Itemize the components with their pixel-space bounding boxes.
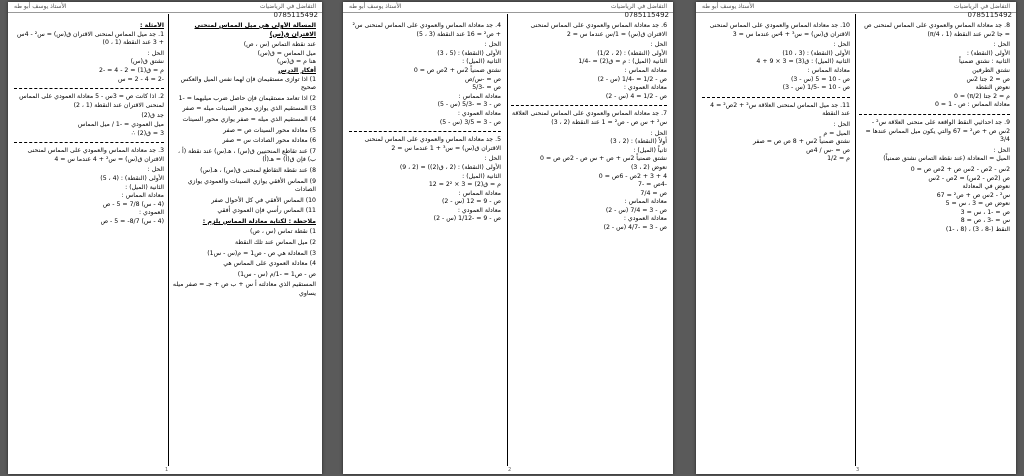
example-text: الميل = م (823, 129, 850, 137)
example-text: ص - 3 = 3/5 (س - 5) (439, 118, 501, 126)
example-text: الأولى (النقطة) : (2 ، 1/2) (597, 49, 667, 57)
right-column (172, 22, 316, 466)
example-text: 3 = ق(2) ∴ (131, 129, 164, 137)
section-title: أفكار الدرس (278, 66, 316, 74)
list-item: 3) المعادلة هي ص - ص1 = م(س - س1) (207, 249, 316, 257)
divider (14, 88, 164, 89)
header-subject: التفاضل في الرياضيات (953, 3, 1010, 10)
example-text: نعوض ص = 3 ، س = 5 (945, 200, 1010, 208)
example-text: م = ق(1) = 2 - 4 = -2 (99, 66, 164, 74)
example-text: م = 1/2 (827, 155, 850, 163)
example-text: الأولى (النقطة) : (5 ، 3) (437, 49, 501, 57)
example-text: الثانية (الميل) : (125, 183, 164, 191)
example-text: الأولى (النقطة) : (2 ، ق(2)) = (2 ، 9) (399, 163, 501, 171)
example-text: ص - 3 = -5/3 (س - 5) (437, 101, 501, 109)
list-item: المستقيم الذي معادلته أ س + ب ص + جـ = صفر ميله يساوي (172, 281, 316, 298)
example-text: معادلة المماس : (807, 66, 850, 74)
page-number: 1 (165, 467, 169, 473)
example-text: م = 2 جتا (π/2) = 0 (953, 92, 1010, 100)
example-text: العمودي : (138, 209, 164, 217)
page-number: 2 (508, 467, 512, 473)
example-text: الثانية (الميل) : م = ق(2) = -1/4 (578, 58, 667, 66)
example-text: ص - 9 = -1/12 (س - 2) (433, 215, 501, 223)
page-1 (8, 2, 322, 474)
body-text: ميل المماس = ق(س) (257, 49, 316, 57)
body-text: عند نقطة التماس (س ، ص) (243, 41, 316, 49)
example-text: ص - 3 = -4/7 (س - 2) (603, 224, 667, 232)
example-text: -4ص = -7 (638, 181, 667, 189)
list-item: 11) المماس رأسي فإن العمودي أفقي (217, 207, 316, 215)
example-text: نشتق ق(س) (130, 58, 164, 66)
example-text: الحل : (833, 120, 850, 128)
list-item: ص - ص1 = -1/م (س - س1) (237, 270, 316, 278)
example-text: ص - 3 = 7/4 (س - 2) (605, 206, 667, 214)
list-item: 4) معادلة العمودي على المماس هي (223, 260, 316, 268)
example-text: ميل العمودي = -1 / ميل المماس (77, 120, 164, 128)
example-text: جد ق(2) (141, 112, 164, 120)
example-text: ص - 1/2 = 4 (س - 2) (605, 92, 667, 100)
page-header (696, 2, 1016, 19)
example-text: 6. جد معادلة المماس والعمودي على المماس لمنحنى الاقتران ق(س) = 1/س عندما س = 2 (530, 22, 667, 38)
column-divider (507, 14, 508, 466)
example-text: الأولى (النقطة) : (966, 49, 1010, 57)
example-text: نعوض في المعادلة (962, 183, 1010, 191)
header-author: الأستاذ يوسف أبو طه (349, 3, 402, 10)
example-text: الحل : (650, 129, 667, 137)
example-text: نشتق ضمنياً 2س + 2ص ص = 0 (413, 66, 501, 74)
example-text: -2 = 4 - 2 = س (117, 75, 164, 83)
example-text: معادلة المماس : (624, 66, 667, 74)
list-item: 1) نقطة تماس (س ، ص) (249, 228, 316, 236)
example-text: معادلة المماس : (624, 198, 667, 206)
example-text: نعوض (2 ، 3) (631, 163, 667, 171)
header-subject: التفاضل في الرياضيات (610, 3, 667, 10)
page-2 (343, 2, 673, 474)
example-text: الحل : (993, 146, 1010, 154)
divider (702, 97, 850, 98)
example-text: س² - 2س ص + ص² = 67 (936, 191, 1010, 199)
left-column (14, 22, 164, 466)
example-text: أولاً (النقطة) : (2 ، 3) (610, 138, 667, 146)
list-item: 1) اذا توازى مستقيمان فإن لهما نفس الميل والعكس صحيح (180, 75, 316, 92)
list-item: 10) المماس الأفقي في كل الأحوال صفر (211, 196, 316, 204)
example-text: 2س - 2ص - 2س ص + 2ص ص = 0 (910, 165, 1010, 173)
column-divider (168, 14, 169, 466)
example-text: ثانياً (الميل) : (633, 146, 667, 154)
example-text: نعوض النقطة (975, 84, 1010, 92)
example-text: م = ق(2) = 3 × 2² = 12 (428, 181, 501, 189)
example-text: معادلة المماس : ص - 1 = 0 (935, 101, 1010, 109)
header-phone: 0785115492 (624, 11, 669, 19)
example-text: 5. جد معادلة المماس والعمودي على المماس لمنحنى الاقتران ق(س) = س³ + 1 عندما س = 2 (364, 136, 501, 152)
example-text: معادلة المماس : (121, 192, 164, 200)
example-text: (4 - س) 8/7- = 5 - ص (100, 217, 164, 225)
page-3 (696, 2, 1016, 474)
header-subject: التفاضل في الرياضيات (259, 3, 316, 10)
example-text: ص = 7/4 (640, 189, 667, 197)
example-text: الحل : (484, 41, 501, 49)
example-text: ص = -س/ص (465, 75, 501, 83)
section-title: المسألة الأولى هي ميل المماس لمنحنى الاقتران ق(س) (194, 22, 316, 38)
divider (859, 114, 1010, 115)
example-text: نشتق الطرفين (972, 66, 1010, 74)
list-item: 3) المستقيم الذي يوازي محور السينات ميله = صفر (182, 105, 316, 113)
list-item: 4) المستقيم الذي ميله = صفر يوازي محور السينات (182, 115, 316, 123)
list-item: 7) عند تقاطع المنحنيين ق(س) ، هـ(س) عند نقطة (أ ، ب) فإن ق(أ) = هـ(أ) (178, 147, 316, 164)
divider (14, 142, 164, 143)
example-text: الثانية (الميل) : (462, 172, 501, 180)
example-text: 2. اذا كانت ص = 3س - 5 معادلة العمودي على المماس لمنحنى الاقتران عند النقطة (1 ، 2) (19, 93, 164, 109)
example-text: معادلة المماس : (458, 189, 501, 197)
column-divider (855, 14, 856, 466)
example-text: ص - 1/2 = -1/4 (س - 2) (597, 75, 667, 83)
list-item: 9) المماس الأفقي يوازي السينات والعمودي يوازي الصادات (187, 177, 316, 194)
examples-title: الأمثلة : (140, 22, 164, 29)
example-text: 3. جد معادلة المماس والعمودي على المماس لمنحنى الاقتران ق(س) = س² + 4 عندما س = 4 (27, 147, 164, 163)
example-text: الحل : (147, 49, 164, 57)
header-author: الأستاذ يوسف أبو طه (702, 3, 755, 10)
example-text: ص - 9 = 12 (س - 2) (441, 198, 501, 206)
right-column (859, 22, 1010, 466)
example-text: ص = -5/3 (472, 84, 501, 92)
divider (511, 105, 667, 106)
example-text: معادلة المماس : (458, 92, 501, 100)
list-item: 5) معادلة محور السينات ص = صفر (223, 126, 316, 134)
example-text: معادلة العمودي : (623, 84, 667, 92)
example-text: ص - 10 = 5 (س - 3) (790, 75, 850, 83)
example-text: 11. جد ميل المماس لمنحنى العلاقة س² + 2ص² = 4 عند النقطة (710, 101, 850, 118)
example-text: 10. جد معادلة المماس والعمودي على المماس لمنحنى الاقتران ق(س) = س³ + 4س عندما س = 3 (709, 22, 850, 38)
example-text: 7. جد معادلة المماس والعمودي على المماس لمنحنى العلاقة س² + س ص - ص² = 1 عند النقطة (2 ، 3) (512, 110, 667, 126)
example-text: الحل : (147, 166, 164, 174)
note-title: ملاحظة : لكتابة معادلة المماس يلزم : (202, 217, 316, 225)
right-column (511, 22, 667, 466)
example-text: الثانية : نشتق ضمنياً (959, 58, 1010, 66)
example-text: الميل = المعادلة (عند نقطة التماس نشتق ضمنياً) (883, 155, 1010, 163)
example-text: نشتق ضمنياً 2س + ص + س ص - 2ص ص = 0 (540, 155, 667, 163)
page-header (8, 2, 322, 19)
example-text: 4 + 3 + 2ص - 6ص = 0 (598, 172, 667, 180)
left-column (702, 22, 850, 466)
header-author: الأستاذ يوسف أبو طه (14, 3, 67, 10)
example-text: الأولى (النقطة) : (4 ، 5) (100, 174, 164, 182)
list-item: 2) ميل المماس عند تلك النقطة (234, 239, 316, 247)
page-number: 3 (856, 467, 860, 473)
example-text: س = -3 ، ص = 8 (960, 217, 1010, 225)
left-column (349, 22, 501, 466)
example-text: معادلة العمودي : (457, 109, 501, 117)
header-phone: 0785115492 (273, 11, 318, 19)
example-text: الثانية (الميل) : (462, 58, 501, 66)
example-text: 4. جد معادلة المماس والعمودي على المماس لمنحنى س² + ص² = 16 عند النقطة (3 ، 5) (352, 22, 501, 38)
example-text: معادلة العمودي : (457, 206, 501, 214)
example-text: الحل : (993, 41, 1010, 49)
divider (349, 131, 501, 132)
example-text: ص = -1 ، س = 3 (960, 208, 1010, 216)
example-text: 1. جد ميل المماس لمنحنى الاقتران ق(س) = س² - 4س + 3 عند النقطة (1 ، 0) (17, 30, 164, 47)
example-text: (4 - س) 7/8 = 5 - ص (102, 200, 164, 208)
page-header (343, 2, 673, 19)
example-text: الحل : (833, 41, 850, 49)
example-text: الحل : (484, 155, 501, 163)
list-item: 2) اذا تعامد مستقيمان فإن حاصل ضرب ميليهما = -1 (178, 94, 316, 102)
example-text: الحل : (650, 41, 667, 49)
example-text: الأولى (النقطة) : (3 ، 10) (782, 49, 850, 57)
body-text: هنا م = ق(س) (276, 58, 316, 66)
example-text: معادلة العمودي : (623, 215, 667, 223)
list-item: 8) عند نقطة التقاطع لمنحنى ق(س) ، هـ(س) (200, 166, 316, 174)
example-text: ص = 2 جتا 2س (966, 75, 1010, 83)
example-text: 9. جد احداثيي النقط الواقعة على منحنى العلاقة س² - 2س ص + ص² = 67 والتي يكون ميل المماس عندها = 3/4 (865, 118, 1010, 144)
example-text: ص = -س / 4ص (806, 146, 850, 154)
example-text: النقط (-8 ، 3) ، (8 ، -1) (945, 226, 1010, 234)
example-text: ص - 10 = -1/5 (س - 3) (782, 84, 850, 92)
header-phone: 0785115492 (967, 11, 1012, 19)
example-text: الثانية (الميل) : ق(3) = 3 × 9 + 4 (756, 58, 850, 66)
example-text: ص (2ص - 2س) = 2ص - 2س (928, 174, 1010, 182)
list-item: 6) معادلة محور الصادات س = صفر (222, 137, 316, 145)
example-text: نشتق ضمنياً 2س + 8 ص ص = صفر (752, 138, 850, 146)
example-text: 8. جد معادلة المماس والعمودي على المماس لمنحنى ص = جا 2س عند النقطة (π/4 ، 1) (864, 22, 1010, 38)
